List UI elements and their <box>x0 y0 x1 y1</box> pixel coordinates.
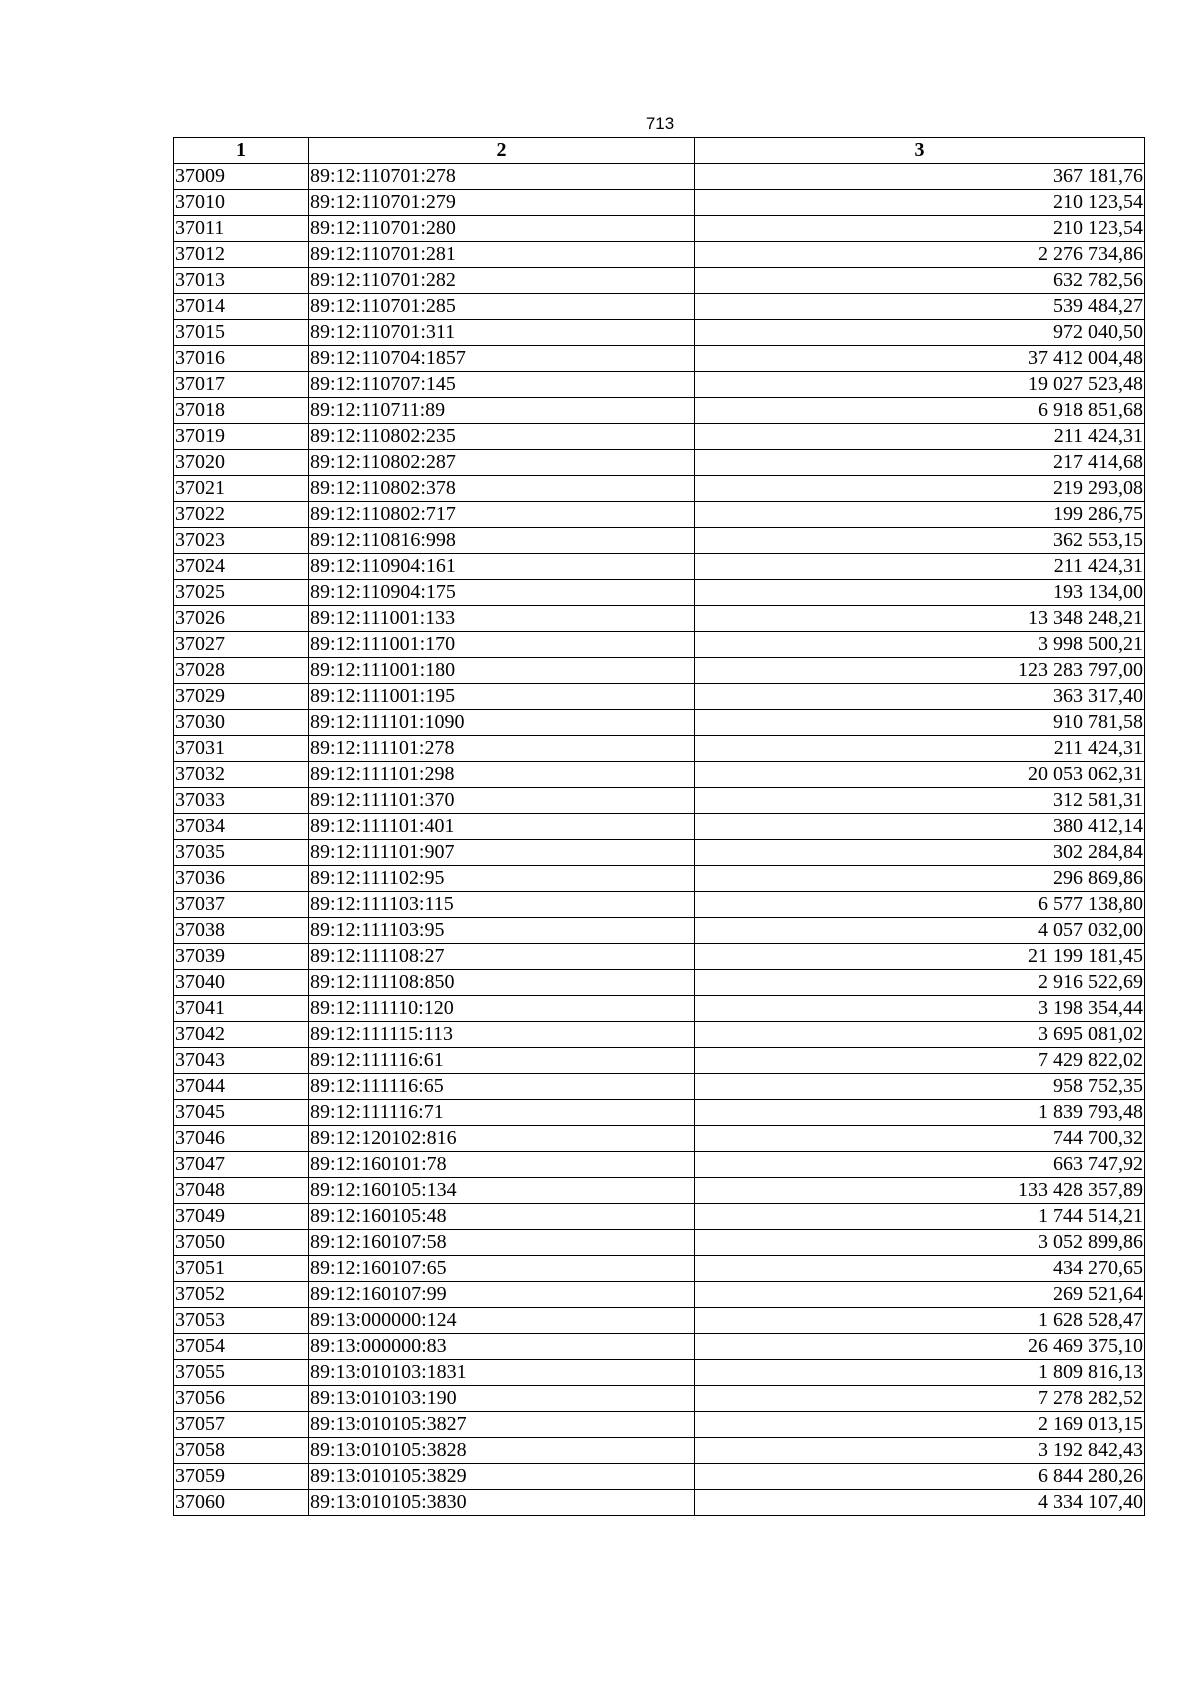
cadastral-number-cell: 89:12:110904:175 <box>309 580 695 606</box>
value-cell: 302 284,84 <box>695 840 1145 866</box>
value-cell: 380 412,14 <box>695 814 1145 840</box>
cadastral-number-cell: 89:12:110816:998 <box>309 528 695 554</box>
cadastral-number-cell: 89:12:110904:161 <box>309 554 695 580</box>
value-cell: 123 283 797,00 <box>695 658 1145 684</box>
row-number-cell: 37025 <box>174 580 309 606</box>
value-cell: 2 276 734,86 <box>695 242 1145 268</box>
row-number-cell: 37031 <box>174 736 309 762</box>
cadastral-number-cell: 89:12:111108:850 <box>309 970 695 996</box>
cadastral-number-cell: 89:12:160105:48 <box>309 1204 695 1230</box>
cadastral-number-cell: 89:12:160105:134 <box>309 1178 695 1204</box>
row-number-cell: 37050 <box>174 1230 309 1256</box>
value-cell: 7 429 822,02 <box>695 1048 1145 1074</box>
value-cell: 972 040,50 <box>695 320 1145 346</box>
table-row <box>174 1022 1145 1048</box>
cadastral-number-cell: 89:12:111116:61 <box>309 1048 695 1074</box>
table-row <box>174 944 1145 970</box>
row-number-cell: 37060 <box>174 1490 309 1516</box>
row-number-cell: 37026 <box>174 606 309 632</box>
table-row <box>174 320 1145 346</box>
cadastral-number-cell: 89:12:110701:311 <box>309 320 695 346</box>
row-number-cell: 37043 <box>174 1048 309 1074</box>
table-row <box>174 242 1145 268</box>
table-row <box>174 1412 1145 1438</box>
table-row <box>174 736 1145 762</box>
table-row <box>174 372 1145 398</box>
row-number-cell: 37023 <box>174 528 309 554</box>
table-row <box>174 684 1145 710</box>
value-cell: 211 424,31 <box>695 554 1145 580</box>
row-number-cell: 37056 <box>174 1386 309 1412</box>
row-number-cell: 37021 <box>174 476 309 502</box>
row-number-cell: 37018 <box>174 398 309 424</box>
cadastral-number-cell: 89:12:110704:1857 <box>309 346 695 372</box>
value-cell: 958 752,35 <box>695 1074 1145 1100</box>
row-number-cell: 37013 <box>174 268 309 294</box>
row-number-cell: 37058 <box>174 1438 309 1464</box>
value-cell: 26 469 375,10 <box>695 1334 1145 1360</box>
page-number: 713 <box>645 114 675 133</box>
value-cell: 6 918 851,68 <box>695 398 1145 424</box>
value-cell: 210 123,54 <box>695 216 1145 242</box>
table-row <box>174 658 1145 684</box>
cadastral-number-cell: 89:12:160101:78 <box>309 1152 695 1178</box>
table-row <box>174 1308 1145 1334</box>
row-number-cell: 37048 <box>174 1178 309 1204</box>
value-cell: 19 027 523,48 <box>695 372 1145 398</box>
value-cell: 211 424,31 <box>695 424 1145 450</box>
row-number-cell: 37044 <box>174 1074 309 1100</box>
cadastral-number-cell: 89:12:110701:281 <box>309 242 695 268</box>
cadastral-number-cell: 89:12:111101:370 <box>309 788 695 814</box>
table-row <box>174 814 1145 840</box>
table-body <box>174 164 1145 1516</box>
table-row <box>174 762 1145 788</box>
value-cell: 434 270,65 <box>695 1256 1145 1282</box>
row-number-cell: 37027 <box>174 632 309 658</box>
row-number-cell: 37057 <box>174 1412 309 1438</box>
value-cell: 3 695 081,02 <box>695 1022 1145 1048</box>
column-header-1: 1 <box>174 138 309 164</box>
cadastral-number-cell: 89:12:110701:278 <box>309 164 695 190</box>
table-row <box>174 502 1145 528</box>
table-row <box>174 840 1145 866</box>
row-number-cell: 37036 <box>174 866 309 892</box>
value-cell: 211 424,31 <box>695 736 1145 762</box>
table-row <box>174 970 1145 996</box>
value-cell: 1 809 816,13 <box>695 1360 1145 1386</box>
row-number-cell: 37030 <box>174 710 309 736</box>
row-number-cell: 37015 <box>174 320 309 346</box>
value-cell: 539 484,27 <box>695 294 1145 320</box>
cadastral-number-cell: 89:12:111103:115 <box>309 892 695 918</box>
cadastral-number-cell: 89:12:111116:65 <box>309 1074 695 1100</box>
value-cell: 1 628 528,47 <box>695 1308 1145 1334</box>
row-number-cell: 37052 <box>174 1282 309 1308</box>
table-row <box>174 1178 1145 1204</box>
table-row <box>174 1100 1145 1126</box>
cadastral-number-cell: 89:13:010105:3827 <box>309 1412 695 1438</box>
cadastral-number-cell: 89:13:010103:190 <box>309 1386 695 1412</box>
table-row <box>174 1464 1145 1490</box>
table-row <box>174 476 1145 502</box>
row-number-cell: 37033 <box>174 788 309 814</box>
row-number-cell: 37029 <box>174 684 309 710</box>
value-cell: 7 278 282,52 <box>695 1386 1145 1412</box>
table-row <box>174 1152 1145 1178</box>
row-number-cell: 37035 <box>174 840 309 866</box>
row-number-cell: 37009 <box>174 164 309 190</box>
cadastral-number-cell: 89:12:120102:816 <box>309 1126 695 1152</box>
table-row <box>174 1438 1145 1464</box>
value-cell: 1 839 793,48 <box>695 1100 1145 1126</box>
table-row <box>174 996 1145 1022</box>
table-row <box>174 580 1145 606</box>
table-row <box>174 710 1145 736</box>
row-number-cell: 37045 <box>174 1100 309 1126</box>
table-row <box>174 788 1145 814</box>
value-cell: 744 700,32 <box>695 1126 1145 1152</box>
table-row <box>174 164 1145 190</box>
table-row <box>174 632 1145 658</box>
cadastral-number-cell: 89:12:110802:235 <box>309 424 695 450</box>
row-number-cell: 37017 <box>174 372 309 398</box>
cadastral-number-cell: 89:12:111101:1090 <box>309 710 695 736</box>
table-row <box>174 606 1145 632</box>
row-number-cell: 37059 <box>174 1464 309 1490</box>
row-number-cell: 37032 <box>174 762 309 788</box>
cadastral-number-cell: 89:12:111101:298 <box>309 762 695 788</box>
value-cell: 3 198 354,44 <box>695 996 1145 1022</box>
cadastral-number-cell: 89:12:110701:285 <box>309 294 695 320</box>
cadastral-number-cell: 89:13:000000:83 <box>309 1334 695 1360</box>
row-number-cell: 37046 <box>174 1126 309 1152</box>
cadastral-number-cell: 89:12:110701:279 <box>309 190 695 216</box>
table-row <box>174 1282 1145 1308</box>
row-number-cell: 37034 <box>174 814 309 840</box>
cadastral-number-cell: 89:12:160107:65 <box>309 1256 695 1282</box>
value-cell: 296 869,86 <box>695 866 1145 892</box>
column-header-3: 3 <box>695 138 1145 164</box>
table-header-row <box>174 138 1145 164</box>
row-number-cell: 37028 <box>174 658 309 684</box>
row-number-cell: 37019 <box>174 424 309 450</box>
table-row <box>174 190 1145 216</box>
value-cell: 363 317,40 <box>695 684 1145 710</box>
table-row <box>174 1048 1145 1074</box>
cadastral-number-cell: 89:12:111001:195 <box>309 684 695 710</box>
cadastral-number-cell: 89:12:110707:145 <box>309 372 695 398</box>
row-number-cell: 37012 <box>174 242 309 268</box>
value-cell: 632 782,56 <box>695 268 1145 294</box>
value-cell: 13 348 248,21 <box>695 606 1145 632</box>
cadastral-number-cell: 89:13:010103:1831 <box>309 1360 695 1386</box>
row-number-cell: 37020 <box>174 450 309 476</box>
value-cell: 367 181,76 <box>695 164 1145 190</box>
value-cell: 6 577 138,80 <box>695 892 1145 918</box>
value-cell: 6 844 280,26 <box>695 1464 1145 1490</box>
row-number-cell: 37049 <box>174 1204 309 1230</box>
row-number-cell: 37053 <box>174 1308 309 1334</box>
row-number-cell: 37024 <box>174 554 309 580</box>
table-row <box>174 1360 1145 1386</box>
table-row <box>174 1126 1145 1152</box>
table-row <box>174 398 1145 424</box>
table-row <box>174 1256 1145 1282</box>
value-cell: 37 412 004,48 <box>695 346 1145 372</box>
value-cell: 219 293,08 <box>695 476 1145 502</box>
cadastral-number-cell: 89:13:010105:3830 <box>309 1490 695 1516</box>
value-cell: 193 134,00 <box>695 580 1145 606</box>
value-cell: 910 781,58 <box>695 710 1145 736</box>
value-cell: 3 052 899,86 <box>695 1230 1145 1256</box>
value-cell: 269 521,64 <box>695 1282 1145 1308</box>
table-row <box>174 528 1145 554</box>
cadastral-number-cell: 89:12:110802:287 <box>309 450 695 476</box>
row-number-cell: 37041 <box>174 996 309 1022</box>
row-number-cell: 37047 <box>174 1152 309 1178</box>
cadastral-number-cell: 89:12:111101:401 <box>309 814 695 840</box>
table-row <box>174 918 1145 944</box>
cadastral-number-cell: 89:12:111101:278 <box>309 736 695 762</box>
cadastral-number-cell: 89:12:111001:170 <box>309 632 695 658</box>
value-cell: 1 744 514,21 <box>695 1204 1145 1230</box>
value-cell: 312 581,31 <box>695 788 1145 814</box>
cadastral-number-cell: 89:12:111108:27 <box>309 944 695 970</box>
value-cell: 21 199 181,45 <box>695 944 1145 970</box>
table-row <box>174 866 1145 892</box>
cadastral-number-cell: 89:13:010105:3829 <box>309 1464 695 1490</box>
value-cell: 663 747,92 <box>695 1152 1145 1178</box>
cadastral-number-cell: 89:12:160107:58 <box>309 1230 695 1256</box>
cadastral-number-cell: 89:12:111116:71 <box>309 1100 695 1126</box>
row-number-cell: 37042 <box>174 1022 309 1048</box>
value-cell: 3 192 842,43 <box>695 1438 1145 1464</box>
value-cell: 362 553,15 <box>695 528 1145 554</box>
row-number-cell: 37037 <box>174 892 309 918</box>
value-cell: 199 286,75 <box>695 502 1145 528</box>
row-number-cell: 37040 <box>174 970 309 996</box>
cadastral-number-cell: 89:12:111001:133 <box>309 606 695 632</box>
value-cell: 2 916 522,69 <box>695 970 1145 996</box>
cadastral-number-cell: 89:13:010105:3828 <box>309 1438 695 1464</box>
table-row <box>174 1074 1145 1100</box>
cadastral-number-cell: 89:12:111101:907 <box>309 840 695 866</box>
cadastral-number-cell: 89:12:111102:95 <box>309 866 695 892</box>
table-row <box>174 268 1145 294</box>
cadastral-number-cell: 89:12:110802:378 <box>309 476 695 502</box>
value-cell: 20 053 062,31 <box>695 762 1145 788</box>
table-row <box>174 346 1145 372</box>
table-row <box>174 1230 1145 1256</box>
cadastral-number-cell: 89:12:111115:113 <box>309 1022 695 1048</box>
cadastral-number-cell: 89:12:110802:717 <box>309 502 695 528</box>
value-cell: 4 334 107,40 <box>695 1490 1145 1516</box>
table-row <box>174 294 1145 320</box>
value-cell: 133 428 357,89 <box>695 1178 1145 1204</box>
value-cell: 3 998 500,21 <box>695 632 1145 658</box>
data-table <box>173 137 1145 1516</box>
column-header-2: 2 <box>309 138 695 164</box>
row-number-cell: 37022 <box>174 502 309 528</box>
table-row <box>174 1204 1145 1230</box>
value-cell: 2 169 013,15 <box>695 1412 1145 1438</box>
cadastral-number-cell: 89:12:160107:99 <box>309 1282 695 1308</box>
table-row <box>174 424 1145 450</box>
row-number-cell: 37038 <box>174 918 309 944</box>
value-cell: 210 123,54 <box>695 190 1145 216</box>
cadastral-number-cell: 89:12:111110:120 <box>309 996 695 1022</box>
table-row <box>174 554 1145 580</box>
table-row <box>174 892 1145 918</box>
row-number-cell: 37039 <box>174 944 309 970</box>
cadastral-number-cell: 89:13:000000:124 <box>309 1308 695 1334</box>
row-number-cell: 37016 <box>174 346 309 372</box>
row-number-cell: 37054 <box>174 1334 309 1360</box>
table-row <box>174 216 1145 242</box>
value-cell: 4 057 032,00 <box>695 918 1145 944</box>
row-number-cell: 37055 <box>174 1360 309 1386</box>
cadastral-number-cell: 89:12:110701:282 <box>309 268 695 294</box>
row-number-cell: 37014 <box>174 294 309 320</box>
value-cell: 217 414,68 <box>695 450 1145 476</box>
row-number-cell: 37011 <box>174 216 309 242</box>
row-number-cell: 37010 <box>174 190 309 216</box>
cadastral-number-cell: 89:12:110701:280 <box>309 216 695 242</box>
cadastral-number-cell: 89:12:111001:180 <box>309 658 695 684</box>
cadastral-number-cell: 89:12:110711:89 <box>309 398 695 424</box>
row-number-cell: 37051 <box>174 1256 309 1282</box>
table-row <box>174 1386 1145 1412</box>
table-row <box>174 1334 1145 1360</box>
table-row <box>174 1490 1145 1516</box>
table-row <box>174 450 1145 476</box>
cadastral-number-cell: 89:12:111103:95 <box>309 918 695 944</box>
